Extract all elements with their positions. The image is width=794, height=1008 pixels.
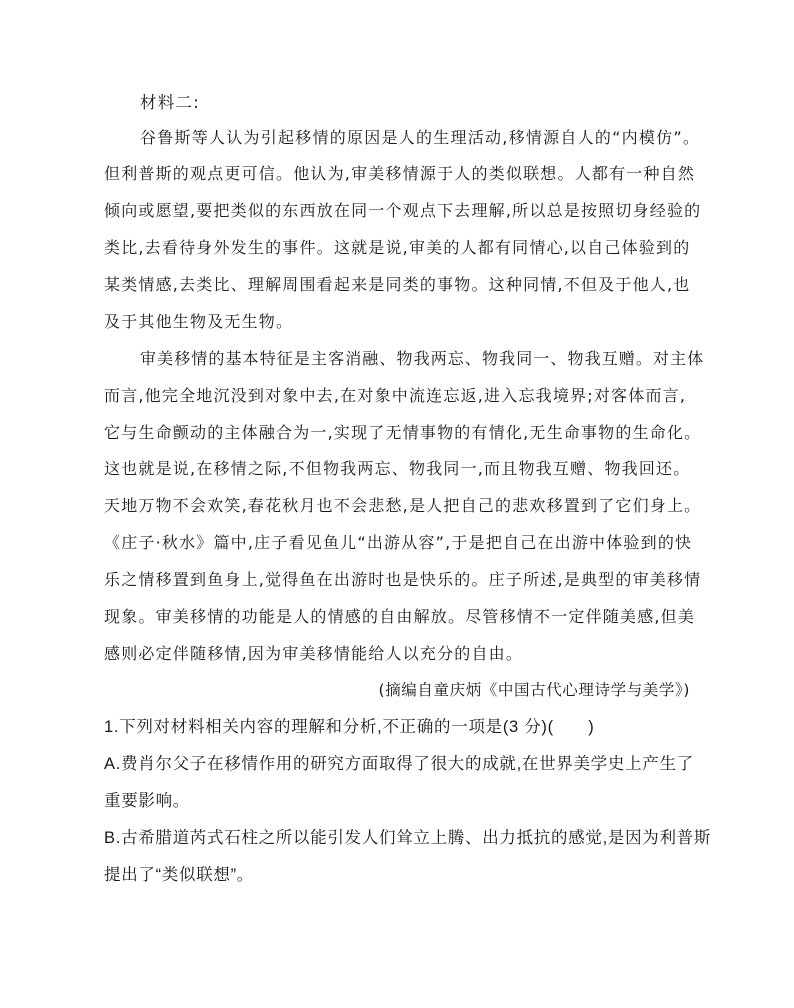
paragraph-1-line-5: 某类情感,去类比、理解周围看起来是同类的事物。这种同情,不但及于他人,也 [104,275,691,294]
option-b-line-1: B.古希腊道芮式石柱之所以能引发人们耸立上腾、出力抵抗的感觉,是因为利普斯 [104,829,712,847]
paragraph-2-line-9: 感则必定伴随移情,因为审美移情能给人以充分的自由。 [104,644,524,663]
paragraph-2-line-2: 而言,他完全地沉没到对象中去,在对象中流连忘返,进入忘我境界;对客体而言, [104,386,687,405]
paragraph-1-line-3: 倾向或愿望,要把类似的东西放在同一个观点下去理解,所以总是按照切身经验的 [104,201,702,220]
option-a-line-2: 重要影响。 [104,792,190,810]
paragraph-2-line-8: 现象。审美移情的功能是人的情感的自由解放。尽管移情不一定伴随美感,但美 [104,607,696,626]
paragraph-2-line-1: 审美移情的基本特征是主客消融、物我两忘、物我同一、物我互赠。对主体 [140,349,705,368]
paragraph-1-line-2: 但利普斯的观点更可信。他认为,审美移情源于人的类似联想。人都有一种自然 [104,164,696,183]
paragraph-2-line-3: 它与生命颤动的主体融合为一,实现了无情事物的有情化,无生命事物的生命化。 [104,423,702,442]
paragraph-2-line-7: 乐之情移置到鱼身上,觉得鱼在出游时也是快乐的。庄子所述,是典型的审美移情 [104,570,702,589]
source-citation: (摘编自童庆炳《中国古代心理诗学与美学》) [378,681,690,699]
question-stem: 1.下列对材料相关内容的理解和分析,不正确的一项是(3 分)( ) [104,718,595,736]
paragraph-1-line-1: 谷鲁斯等人认为引起移情的原因是人的生理活动,移情源自人的“内模仿”。 [140,128,701,147]
paragraph-1-line-6: 及于其他生物及无生物。 [104,312,294,331]
option-b-line-2: 提出了“类似联想”。 [104,866,254,884]
material-heading: 材料二: [140,93,200,112]
paragraph-2-line-6: 《庄子·秋水》篇中,庄子看见鱼儿“出游从容”,于是把自己在出游中体验到的快 [104,533,693,552]
option-a-line-1: A.费肖尔父子在移情作用的研究方面取得了很大的成就,在世界美学史上产生了 [104,755,694,773]
paragraph-2-line-5: 天地万物不会欢笑,春花秋月也不会悲愁,是人把自己的悲欢移置到了它们身上。 [104,496,702,515]
paragraph-1-line-4: 类比,去看待身外发生的事件。这就是说,审美的人都有同情心,以自己体验到的 [104,238,691,257]
paragraph-2-line-4: 这也就是说,在移情之际,不但物我两忘、物我同一,而且物我互赠、物我回还。 [104,459,691,478]
